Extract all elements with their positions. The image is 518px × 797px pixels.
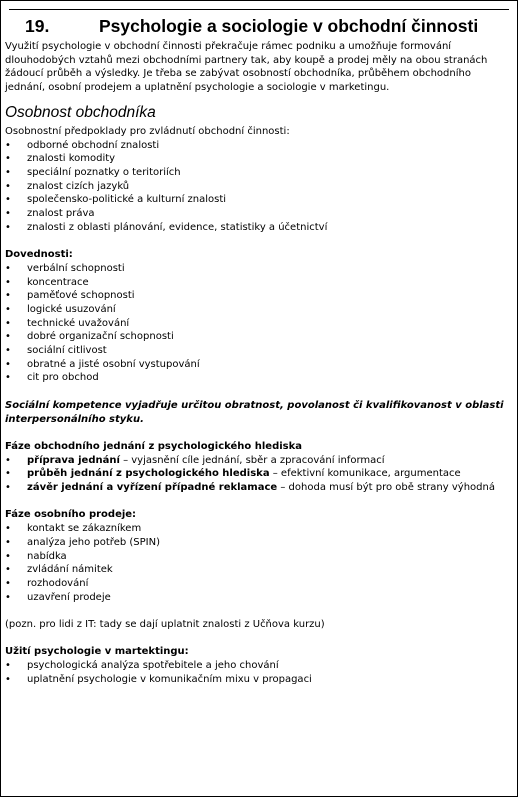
title-text: Psychologie a sociologie v obchodní činnosti	[99, 16, 479, 36]
list-item: • znalosti z oblasti plánování, evidence, statistiky a účetnictví	[5, 221, 513, 235]
list-item: • koncentrace	[5, 276, 513, 290]
list-item: • psychologická analýza spotřebitele a jeho chování	[5, 659, 513, 673]
list-item: • technické uvažování	[5, 317, 513, 331]
list-item: • paměťové schopnosti	[5, 289, 513, 303]
list-item: • speciální poznatky o teritoriích	[5, 166, 513, 180]
phases-list	[5, 454, 513, 495]
phase-title: závěr jednání a vyřízení případné reklamace	[27, 482, 278, 494]
social-competence-definition: Sociální kompetence vyjadřuje určitou obratnost, povolanost či kvalifikovanost v oblasti interpersonálního styku.	[5, 399, 504, 425]
title-number: 19.	[25, 16, 50, 36]
list-item: • rozhodování	[5, 577, 513, 591]
list-item: • zvládání námitek	[5, 563, 513, 577]
prerequisites-heading: Osobnostní předpoklady pro zvládnutí obchodní činnosti:	[5, 125, 290, 137]
list-item: • logické usuzování	[5, 303, 513, 317]
list-item: • znalost cizích jazyků	[5, 180, 513, 194]
list-item: • uzavření prodeje	[5, 591, 513, 605]
phase-description: – dohoda musí být pro obě strany výhodná	[277, 482, 495, 494]
list-item: • sociální citlivost	[5, 344, 513, 358]
list-item: • uplatnění psychologie v komunikačním mixu v propagaci	[5, 673, 513, 687]
list-item: • nabídka	[5, 550, 513, 564]
phase-description: – vyjasnění cíle jednání, sběr a zpracování informací	[119, 454, 385, 466]
list-item: • společensko-politické a kulturní znalosti	[5, 193, 513, 207]
phase-title: průběh jednání z psychologického hlediska	[27, 468, 270, 480]
list-item: • znalosti komodity	[5, 152, 513, 166]
skills-heading: Dovednosti:	[5, 249, 73, 261]
intro-paragraph: Využití psychologie v obchodní činnosti překračuje rámec podniku a umožňuje formování dlouhodobých vztahů mezi obchodními partnery tak, aby koupě a prodej měly na obou stranách žádoucí průběh a výsledky. Je třeba se zabývat osobností obchodníka, průběhem obchodního jednání, osobní prodejem a uplatnění psychologie a sociologie v marketingu.	[5, 41, 488, 94]
list-item	[5, 481, 513, 495]
list-item: • verbální schopnosti	[5, 262, 513, 276]
prerequisites-list	[5, 139, 513, 235]
personal-selling-heading: Fáze osobního prodeje:	[5, 509, 137, 521]
list-item	[5, 454, 513, 468]
phase-title: příprava jednání	[27, 454, 120, 466]
list-item	[5, 467, 513, 481]
list-item: • odborné obchodní znalosti	[5, 139, 513, 153]
section-heading: Osobnost obchodníka	[5, 103, 156, 121]
list-item: • kontakt se zákazníkem	[5, 522, 513, 536]
list-item: • dobré organizační schopnosti	[5, 330, 513, 344]
skills-list	[5, 262, 513, 385]
note-paragraph: (pozn. pro lidi z IT: tady se dají uplatnit znalosti z Učňova kurzu)	[5, 619, 325, 631]
list-item: • analýza jeho potřeb (SPIN)	[5, 536, 513, 550]
list-item: • znalost práva	[5, 207, 513, 221]
marketing-heading: Užití psychologie v martektingu:	[5, 646, 189, 658]
marketing-list	[5, 659, 513, 686]
phases-heading: Fáze obchodního jednání z psychologického hlediska	[5, 440, 303, 452]
personal-selling-list	[5, 522, 513, 604]
list-item: • cit pro obchod	[5, 371, 513, 385]
page-title	[9, 9, 509, 36]
list-item: • obratné a jisté osobní vystupování	[5, 358, 513, 372]
phase-description: – efektivní komunikace, argumentace	[269, 468, 461, 480]
